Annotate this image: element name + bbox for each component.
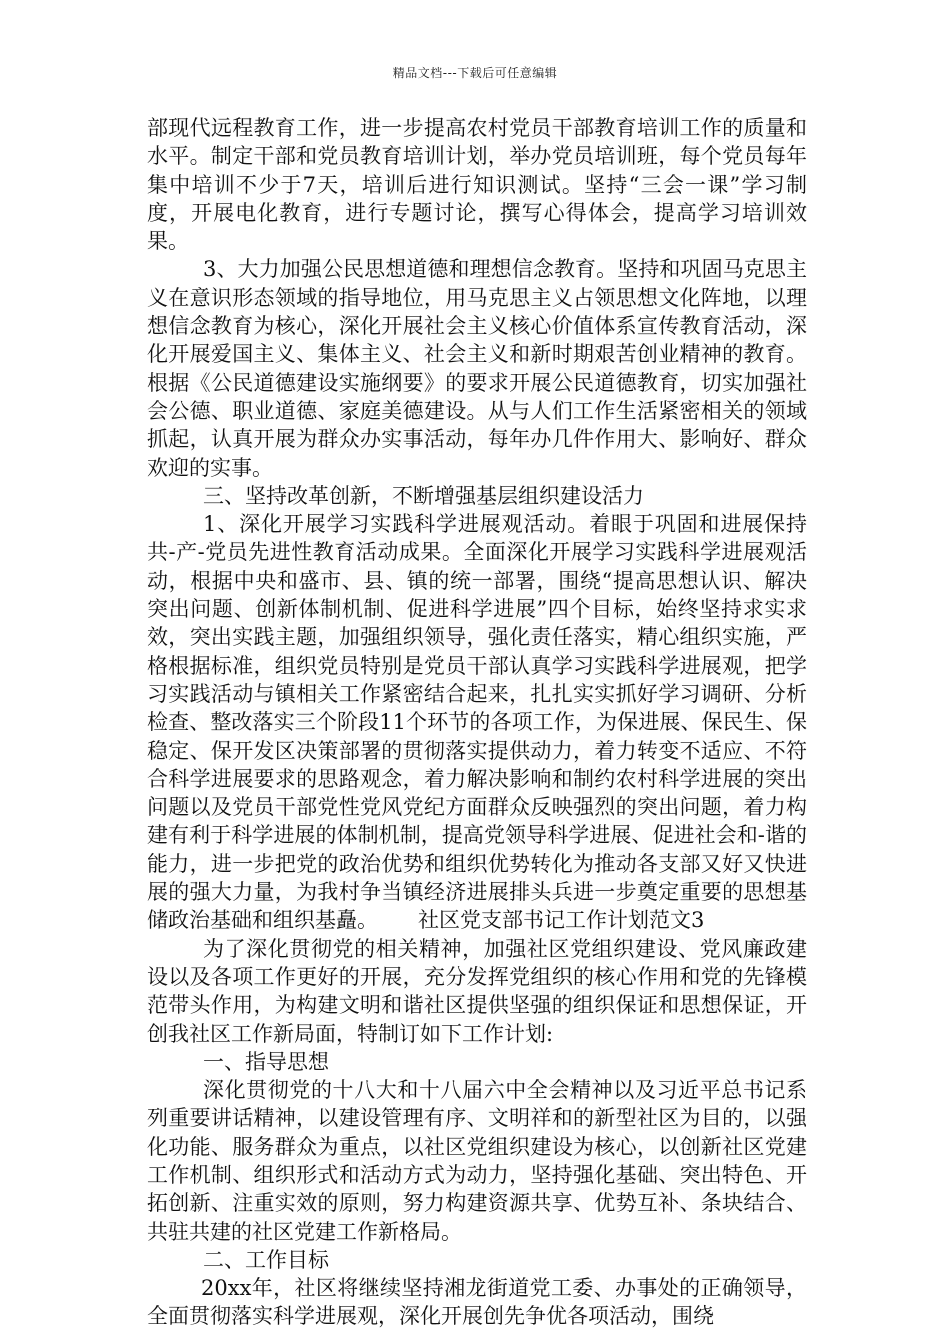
paragraph-3 [147,510,807,934]
paragraph-3-text: 1、深化开展学习实践科学进展观活动。着眼于巩固和进展保持共-产-党员先进性教育活动成果。全面深化开展学习实践科学进展观活动，根据中央和盛市、县、镇的统一部署，围绕“提高思想认识、解决突出问题、创新体制机制、促进科学进展”四个目标，始终坚持求实求效，突出实践主题，加强组织领导，强化责任落实，精心组织实施，严格根据标准，组织党员特别是党员干部认真学习实践科学进展观，把学习实践活动与镇相关工作紧密结合起来，扎扎实实抓好学习调研、分析检查、整改落实三个阶段11个环节的各项工作，为保进展、保民生、保稳定、保开发区决策部署的贯彻落实提供动力，着力转变不适应、不符合科学进展要求的思路观念，着力解决影响和制约农村科学进展的突出问题以及党员干部党性党风党纪方面群众反映强烈的突出问题，着力构建有利于科学进展的体制机制，提高党领导科学进展、促进社会和-谐的能力，进一步把党的政治优势和组织优势转化为推动各支部又好又快进展的强大力量，为我村争当镇经济进展排头兵进一步奠定重要的思想基储政治基础和组织基矗。 [147,512,807,933]
section-heading-guide: 一、指导思想 [203,1049,329,1074]
inline-document-title: 社区党支部书记工作计划范文3 [418,908,705,933]
paragraph-6: 20xx年，社区将继续坚持湘龙街道党工委、办事处的正确领导，全面贯彻落实科学进展观，深化开展创先争优各项活动，围绕 [147,1276,807,1329]
paragraph-5: 深化贯彻党的十八大和十八届六中全会精神以及习近平总书记系列重要讲话精神，以建设管理有序、文明祥和的新型社区为目的，以强化功能、服务群众为重点，以社区党组织建设为核心，以创新社区党建工作机制、组织形式和活动方式为动力，坚持强化基础、突出特色、开拓创新、注重实效的原则，努力构建资源共享、优势互补、条块结合、共驻共建的社区党建工作新格局。 [147,1078,807,1244]
paragraph-4: 为了深化贯彻党的相关精神，加强社区党组织建设、党风廉政建设以及各项工作更好的开展，充分发挥党组织的核心作用和党的先锋模范带头作用，为构建文明和谐社区提供坚强的组织保证和思想保证，开创我社区工作新局面，特制订如下工作计划: [147,936,807,1046]
page-header: 精品文档---下载后可任意编辑 [392,66,558,80]
paragraph-1: 部现代远程教育工作，进一步提高农村党员干部教育培训工作的质量和水平。制定干部和党员教育培训计划，举办党员培训班，每个党员每年集中培训不少于7天，培训后进行知识测试。坚持“三会一课”学习制度，开展电化教育，进行专题讨论，撰写心得体会，提高学习培训效果。 [147,116,807,254]
section-heading-3: 三、坚持改革创新，不断增强基层组织建设活力 [203,483,644,508]
section-heading-goal: 二、工作目标 [203,1247,329,1272]
paragraph-2: 3、大力加强公民思想道德和理想信念教育。坚持和巩固马克思主义在意识形态领域的指导地位，用马克思主义占领思想文化阵地，以理想信念教育为核心，深化开展社会主义核心价值体系宣传教育活动，深化开展爱国主义、集体主义、社会主义和新时期艰苦创业精神的教育。根据《公民道德建设实施纲要》的要求开展公民道德教育，切实加强社会公德、职业道德、家庭美德建设。从与人们工作生活紧密相关的领域抓起，认真开展为群众办实事活动，每年办几件作用大、影响好、群众欢迎的实事。 [147,257,807,480]
document-body [147,114,807,1331]
